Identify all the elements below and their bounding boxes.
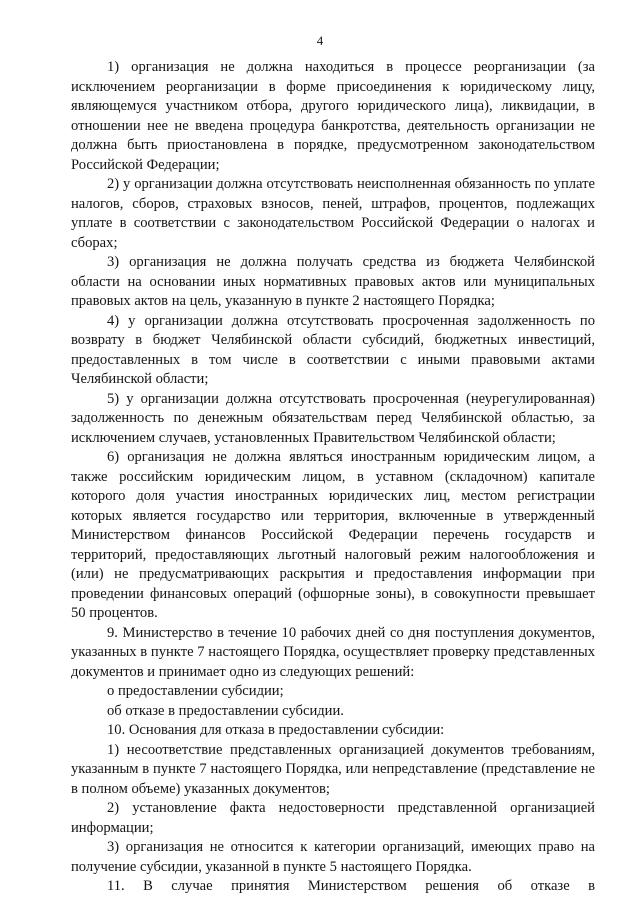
paragraph-clause-10: 10. Основания для отказа в предоставлении субсидии: — [107, 722, 445, 738]
paragraph-refusal-ground-1: 1) несоответствие представленных организацией документов требованиям, указанным в пункте 7 настоящего Порядка, или непредставление (представление не в полном объеме) указанных документов; — [71, 741, 595, 797]
paragraph-requirement-6: 6) организация не должна являться иностранным юридическим лицом, а также российским юридическим лицом, в уставном (складочном) капитале которого доля участия иностранных юридических лиц, местом регистрации которых является государство или территория, включенные в утвержденный Министерством финансов Российской Федерации перечень государств и территорий, предоставляющих льготный налоговый режим налогообложения и (или) не предусматривающих раскрытия и предоставления информации при проведении финансовых операций (офшорные зоны), в совокупности превышает 50 процентов. — [71, 449, 595, 621]
paragraph-requirement-1: 1) организация не должна находиться в процессе реорганизации (за исключением реорганизации в форме присоединения к юридическому лицу, являющемуся участником отбора, другого юридического лица), ликвидации, в отношении нее не введена процедура банкротства, деятельность организации не должна быть приостановлена в порядке, предусмотренном законодательством Российской Федерации; — [71, 59, 595, 173]
paragraph-requirement-3: 3) организация не должна получать средства из бюджета Челябинской области на основании иных нормативных правовых актов или муниципальных правовых актов на цель, указанную в пункте 2 настоящего Порядка; — [71, 254, 595, 309]
paragraph-refusal-ground-3: 3) организация не относится к категории организаций, имеющих право на получение субсидии, указанной в пункте 5 настоящего Порядка. — [71, 839, 595, 875]
paragraph-decision-refusal: об отказе в предоставлении субсидии. — [107, 702, 344, 719]
page-number: 4 — [316, 33, 324, 48]
paragraph-clause-9: 9. Министерство в течение 10 рабочих дней со дня поступления документов, указанных в пункте 7 настоящего Порядка, осуществляет проверку представленных документов и принимает одно из следующих решений: — [71, 624, 595, 680]
paragraph-requirement-5: 5) у организации должна отсутствовать просроченная (неурегулированная) задолженность по денежным обязательствам перед Челябинской областью, за исключением случаев, установленных Правительством Челябинской области; — [71, 390, 595, 446]
paragraph-clause-11: 11. В случае принятия Министерством решения об отказе в — [107, 878, 595, 894]
document-body — [71, 58, 595, 897]
paragraph-refusal-ground-2: 2) установление факта недостоверности представленной организацией информации; — [71, 800, 595, 836]
paragraph-decision-grant: о предоставлении субсидии; — [107, 683, 284, 699]
paragraph-requirement-4: 4) у организации должна отсутствовать просроченная задолженность по возврату в бюджет Челябинской области субсидий, бюджетных инвестиций, предоставленных в том числе в соответствии с иными правовыми актами Челябинской области; — [71, 312, 595, 387]
paragraph-requirement-2: 2) у организации должна отсутствовать неисполненная обязанность по уплате налогов, сборов, страховых взносов, пеней, штрафов, процентов, подлежащих уплате в соответствии с законодательством Российской Федерации о налогах и сборах; — [71, 176, 595, 251]
